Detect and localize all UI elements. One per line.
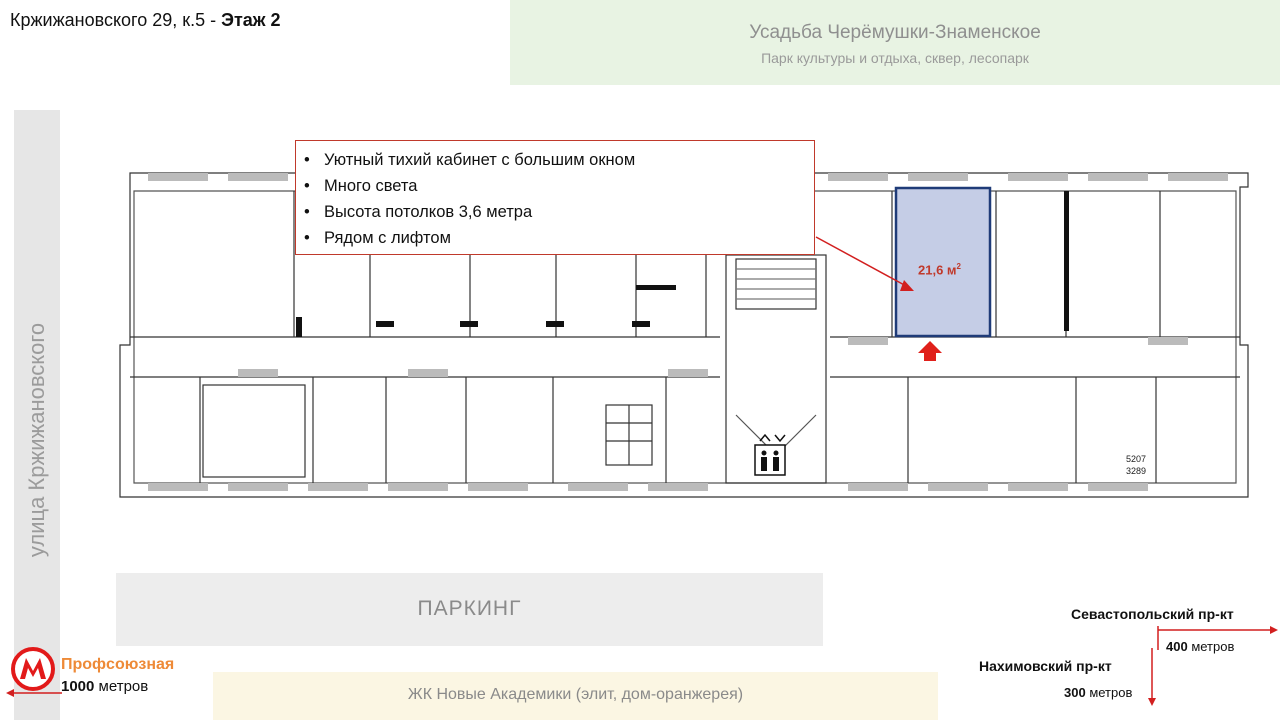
avenue-sevastopolsky-distance: 400 метров: [1166, 639, 1235, 654]
metro-name: Профсоюзная: [61, 656, 175, 673]
elevator-icon: [755, 435, 785, 475]
avenue-nakhimovsky-name: Нахимовский пр-кт: [979, 658, 1112, 674]
feature-item: • Уютный тихий кабинет с большим окном: [304, 151, 636, 169]
room-area-label: 21,6 $м^2$: [918, 262, 961, 278]
callout-pointer: [816, 237, 908, 287]
street-strip: [14, 110, 60, 720]
park-title: Усадьба Черёмушки-Знаменское: [749, 22, 1041, 43]
avenue-sevastopolsky-name: Севастопольский пр-кт: [1071, 606, 1234, 622]
metro-direction-arrow-icon: [4, 686, 64, 700]
metro-distance: 1000 метров: [61, 678, 149, 695]
park-area: [510, 0, 1280, 85]
address-text: Кржижановского 29, к.5 -: [10, 10, 222, 30]
page-title: [10, 10, 281, 31]
features-callout: [295, 140, 815, 255]
feature-item: • Много света: [304, 177, 418, 195]
floor-text: Этаж 2: [221, 10, 281, 30]
room-number: 3289: [1126, 466, 1147, 476]
room-number: 5207: [1126, 454, 1147, 464]
feature-item: • Рядом с лифтом: [304, 229, 451, 247]
feature-item: • Высота потолков 3,6 метра: [304, 203, 533, 221]
park-subtitle: Парк культуры и отдыха, сквер, лесопарк: [761, 50, 1029, 66]
residential-label: ЖК Новые Академики (элит, дом-оранжерея): [407, 686, 744, 703]
parking-area: [116, 573, 823, 646]
nakhimovsky-arrow-icon: [1144, 646, 1160, 708]
entrance-arrow-icon: [918, 341, 942, 361]
residential-complex: [213, 672, 938, 720]
parking-label: ПАРКИНГ: [417, 597, 522, 620]
street-label: улица Кржижановского: [24, 322, 49, 558]
avenue-nakhimovsky-distance: 300 метров: [1064, 685, 1133, 700]
